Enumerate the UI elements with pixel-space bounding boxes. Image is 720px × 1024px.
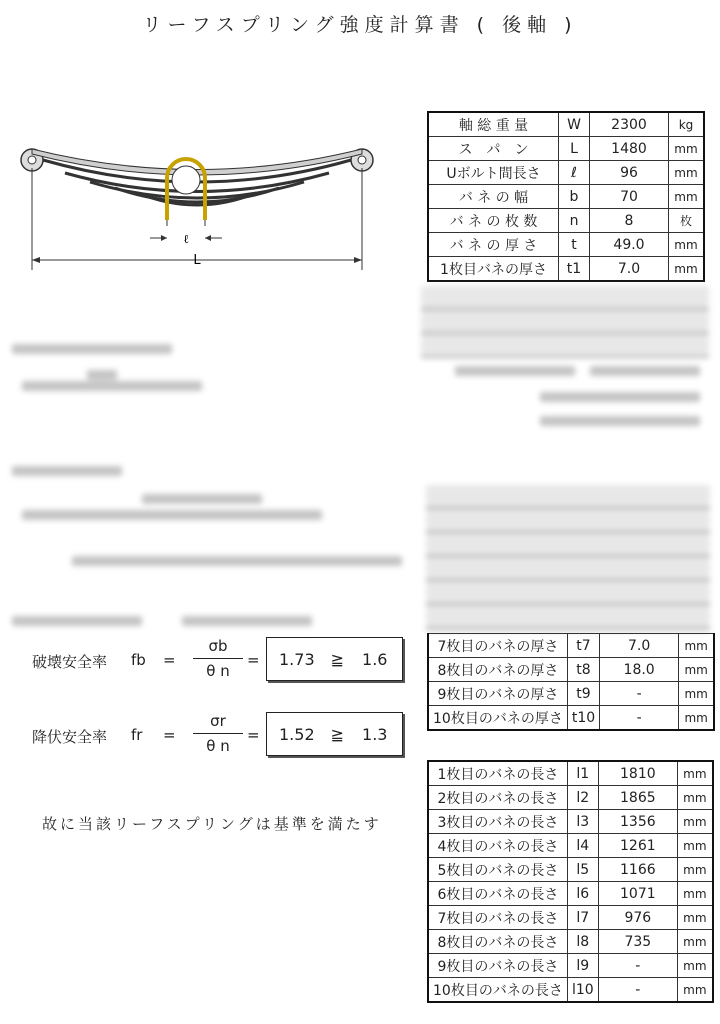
cell-val: 1166 [598, 858, 677, 882]
break-denominator: θ n [206, 662, 230, 680]
break-value: 1.73 [279, 649, 315, 669]
cell-unit: mm [677, 834, 713, 858]
table-row [428, 858, 713, 882]
table-row [428, 906, 713, 930]
cell-val: - [600, 682, 679, 706]
table-row [428, 137, 704, 161]
cell-val: 1480 [590, 137, 669, 161]
table-row [428, 185, 704, 209]
cell-val: 1261 [598, 834, 677, 858]
cell-label: 6枚目のバネの長さ [428, 882, 567, 906]
table-row [428, 882, 713, 906]
table-row [428, 257, 704, 282]
cell-val: 7.0 [600, 634, 679, 658]
cell-label: ス パ ン [428, 137, 559, 161]
break-label: 破壊安全率 [32, 653, 108, 671]
table-row [428, 706, 714, 731]
cell-unit: mm [669, 161, 705, 185]
cell-unit: mm [679, 682, 715, 706]
cell-label: 9枚目のバネの長さ [428, 954, 567, 978]
yield-denominator: θ n [206, 737, 230, 755]
cell-label: 10枚目のバネの厚さ [428, 706, 567, 731]
yield-op: ≧ [330, 724, 345, 744]
cell-unit: mm [677, 978, 713, 1003]
dim-label-L: L [193, 253, 201, 268]
cell-sym: ℓ [559, 161, 590, 185]
cell-unit: mm [677, 810, 713, 834]
cell-label: 8枚目のバネの長さ [428, 930, 567, 954]
cell-label: 7枚目のバネの長さ [428, 906, 567, 930]
spec-table-thickness [427, 633, 715, 731]
table-row [428, 112, 704, 137]
cell-sym: l7 [567, 906, 598, 930]
cell-unit: 枚 [669, 209, 705, 233]
cell-label: 4枚目のバネの長さ [428, 834, 567, 858]
cell-sym: l2 [567, 786, 598, 810]
cell-val: - [598, 954, 677, 978]
break-equals-2: = [247, 651, 260, 669]
spec-table-length [427, 760, 714, 1003]
break-numerator: σb [208, 637, 228, 655]
cell-sym: t1 [559, 257, 590, 282]
cell-label: バ ネ の 幅 [428, 185, 559, 209]
cell-val: 1810 [598, 761, 677, 786]
cell-val: 70 [590, 185, 669, 209]
yield-equals: = [163, 726, 176, 744]
yield-label: 降伏安全率 [32, 728, 108, 746]
cell-label: 8枚目のバネの厚さ [428, 658, 567, 682]
table-row [428, 233, 704, 257]
blurred-table-2 [426, 485, 710, 633]
cell-unit: mm [679, 634, 715, 658]
cell-unit: kg [669, 112, 705, 137]
cell-unit: mm [679, 706, 715, 731]
cell-sym: W [559, 112, 590, 137]
table-row [428, 930, 713, 954]
cell-val: 2300 [590, 112, 669, 137]
table-row [428, 761, 713, 786]
break-symbol: fb [131, 651, 146, 669]
yield-result-box [266, 712, 403, 756]
cell-label: Uボルト間長さ [428, 161, 559, 185]
yield-limit: 1.3 [362, 724, 388, 744]
cell-label: バ ネ の 厚 さ [428, 233, 559, 257]
leaf-spring-diagram [10, 130, 380, 275]
cell-sym: t [559, 233, 590, 257]
blurred-formula-1 [12, 336, 212, 406]
yield-value: 1.52 [279, 724, 315, 744]
page-title: リーフスプリング強度計算書 ( 後軸 ) [142, 14, 578, 36]
break-fraction [193, 637, 243, 680]
blurred-text-1 [455, 364, 705, 424]
cell-unit: mm [669, 185, 705, 209]
cell-unit: mm [677, 761, 713, 786]
table-row [428, 682, 714, 706]
cell-label: 1枚目のバネの長さ [428, 761, 567, 786]
yield-equals-2: = [247, 726, 260, 744]
cell-label: 3枚目のバネの長さ [428, 810, 567, 834]
cell-unit: mm [669, 257, 705, 282]
cell-val: 7.0 [590, 257, 669, 282]
break-result-box [266, 637, 403, 681]
cell-sym: l5 [567, 858, 598, 882]
cell-label: 2枚目のバネの長さ [428, 786, 567, 810]
cell-val: 735 [598, 930, 677, 954]
cell-sym: l8 [567, 930, 598, 954]
cell-val: 18.0 [600, 658, 679, 682]
blurred-table-1 [421, 286, 709, 358]
table-row [428, 161, 704, 185]
cell-unit: mm [679, 658, 715, 682]
cell-sym: l6 [567, 882, 598, 906]
cell-sym: l3 [567, 810, 598, 834]
break-op: ≧ [330, 649, 345, 669]
cell-label: バ ネ の 枚 数 [428, 209, 559, 233]
break-equals: = [163, 651, 176, 669]
blurred-formula-2 [12, 460, 392, 570]
cell-sym: l1 [567, 761, 598, 786]
cell-val: 1356 [598, 810, 677, 834]
table-row [428, 786, 713, 810]
cell-val: 8 [590, 209, 669, 233]
cell-label: 1枚目バネの厚さ [428, 257, 559, 282]
table-row [428, 978, 713, 1003]
cell-sym: t9 [567, 682, 599, 706]
cell-unit: mm [677, 906, 713, 930]
break-limit: 1.6 [362, 649, 388, 669]
cell-sym: L [559, 137, 590, 161]
cell-val: 1865 [598, 786, 677, 810]
table-row [428, 954, 713, 978]
cell-unit: mm [669, 233, 705, 257]
table-row [428, 658, 714, 682]
cell-unit: mm [677, 786, 713, 810]
cell-unit: mm [677, 882, 713, 906]
cell-sym: l4 [567, 834, 598, 858]
cell-sym: b [559, 185, 590, 209]
cell-label: 9枚目のバネの厚さ [428, 682, 567, 706]
blurred-formula-3 [12, 612, 312, 632]
yield-numerator: σr [210, 712, 226, 730]
conclusion-text: 故に当該リーフスプリングは基準を満たす [42, 815, 382, 833]
table-row [428, 209, 704, 233]
cell-val: - [598, 978, 677, 1003]
cell-val: 49.0 [590, 233, 669, 257]
spec-table-main [427, 111, 705, 282]
cell-sym: t8 [567, 658, 599, 682]
cell-val: 1071 [598, 882, 677, 906]
cell-unit: mm [677, 930, 713, 954]
table-row [428, 810, 713, 834]
cell-label: 軸 総 重 量 [428, 112, 559, 137]
cell-label: 5枚目のバネの長さ [428, 858, 567, 882]
yield-symbol: fr [131, 726, 143, 744]
cell-sym: l10 [567, 978, 598, 1003]
cell-val: - [600, 706, 679, 731]
table-row [428, 634, 714, 658]
cell-unit: mm [677, 858, 713, 882]
cell-label: 7枚目のバネの厚さ [428, 634, 567, 658]
table-row [428, 834, 713, 858]
cell-unit: mm [669, 137, 705, 161]
dim-label-l: ℓ [183, 232, 189, 246]
yield-fraction [193, 712, 243, 755]
cell-sym: t10 [567, 706, 599, 731]
cell-unit: mm [677, 954, 713, 978]
cell-sym: t7 [567, 634, 599, 658]
cell-label: 10枚目のバネの長さ [428, 978, 567, 1003]
cell-sym: l9 [567, 954, 598, 978]
cell-sym: n [559, 209, 590, 233]
cell-val: 96 [590, 161, 669, 185]
cell-val: 976 [598, 906, 677, 930]
